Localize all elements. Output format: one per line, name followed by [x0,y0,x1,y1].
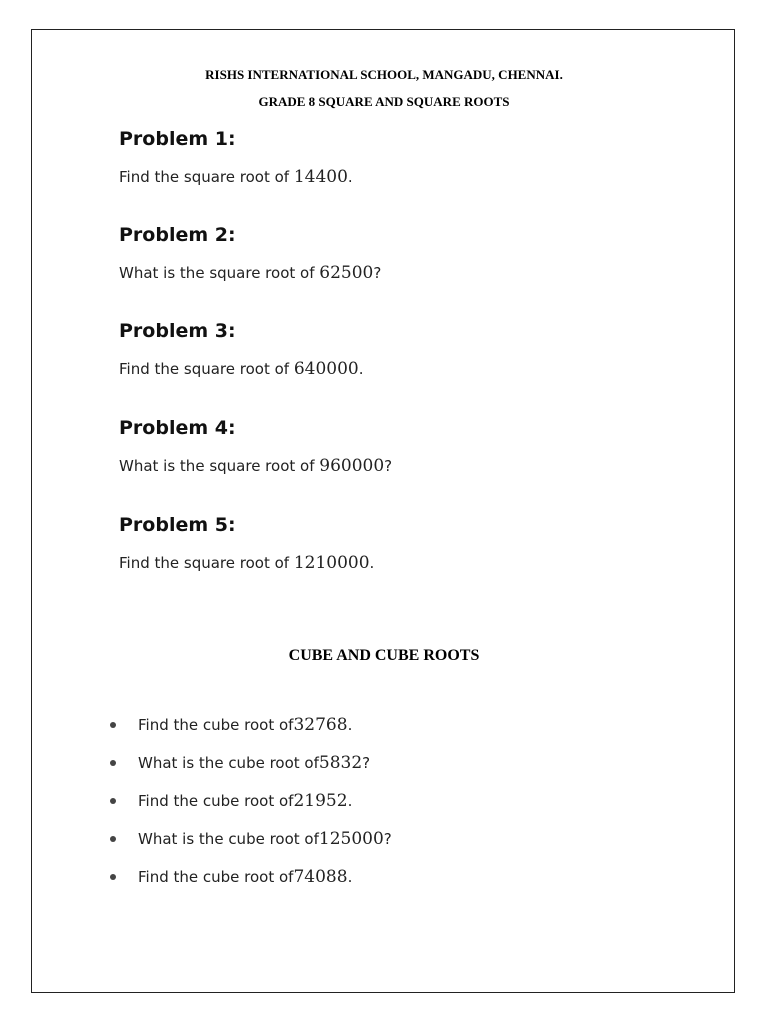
question-punctuation: ? [362,754,371,772]
question-punctuation: ? [383,830,392,848]
problem-4 [119,417,392,476]
bullet-icon [110,798,116,804]
bullet-icon [110,760,116,766]
question-number: 960000 [319,456,385,476]
question-punctuation: . [358,360,364,378]
question-number: 5832 [318,753,363,773]
problem-title: Problem 5: [119,514,236,536]
question-punctuation: . [369,554,375,572]
question-text: Find the cube root of [138,868,294,886]
problem-question [119,167,353,187]
question-text: What is the cube root of [138,754,319,772]
question-text: What is the cube root of [138,830,319,848]
question-number: 1210000 [293,553,370,573]
school-name: RISHS INTERNATIONAL SCHOOL, MANGADU, CHENNAI. [205,67,563,82]
question-punctuation: . [347,168,353,186]
problem-question [119,359,364,379]
question-punctuation: . [347,792,353,810]
problem-question [119,456,392,476]
problem-title: Problem 1: [119,128,236,150]
problem-3 [119,320,364,379]
question-number: 21952 [293,791,348,811]
question-number: 62500 [319,263,374,283]
list-item [110,858,392,896]
problem-question [119,553,374,573]
list-item [110,820,392,858]
question-punctuation: . [347,868,353,886]
bullet-icon [110,722,116,728]
cube-section-title: CUBE AND CUBE ROOTS [288,647,480,664]
list-item [110,744,392,782]
question-text: Find the square root of [119,168,294,186]
question-punctuation: . [347,716,353,734]
question-number: 32768 [293,715,348,735]
cube-question-list [110,706,392,896]
problem-5 [119,514,374,573]
question-text: Find the square root of [119,554,294,572]
bullet-icon [110,874,116,880]
question-number: 640000 [293,359,359,379]
question-number: 125000 [318,829,384,849]
question-text: Find the square root of [119,360,294,378]
list-item [110,706,392,744]
bullet-icon [110,836,116,842]
question-number: 74088 [293,867,348,887]
problem-2 [119,224,381,283]
problem-title: Problem 2: [119,224,236,246]
question-text: What is the square root of [119,457,320,475]
problem-title: Problem 3: [119,320,236,342]
problem-title: Problem 4: [119,417,236,439]
question-number: 14400 [293,167,348,187]
question-text: Find the cube root of [138,792,294,810]
problem-1 [119,128,353,187]
question-punctuation: ? [384,457,393,475]
question-text: What is the square root of [119,264,320,282]
problem-question [119,263,381,283]
worksheet-title: GRADE 8 SQUARE AND SQUARE ROOTS [258,94,510,109]
question-punctuation: ? [373,264,382,282]
list-item [110,782,392,820]
question-text: Find the cube root of [138,716,294,734]
